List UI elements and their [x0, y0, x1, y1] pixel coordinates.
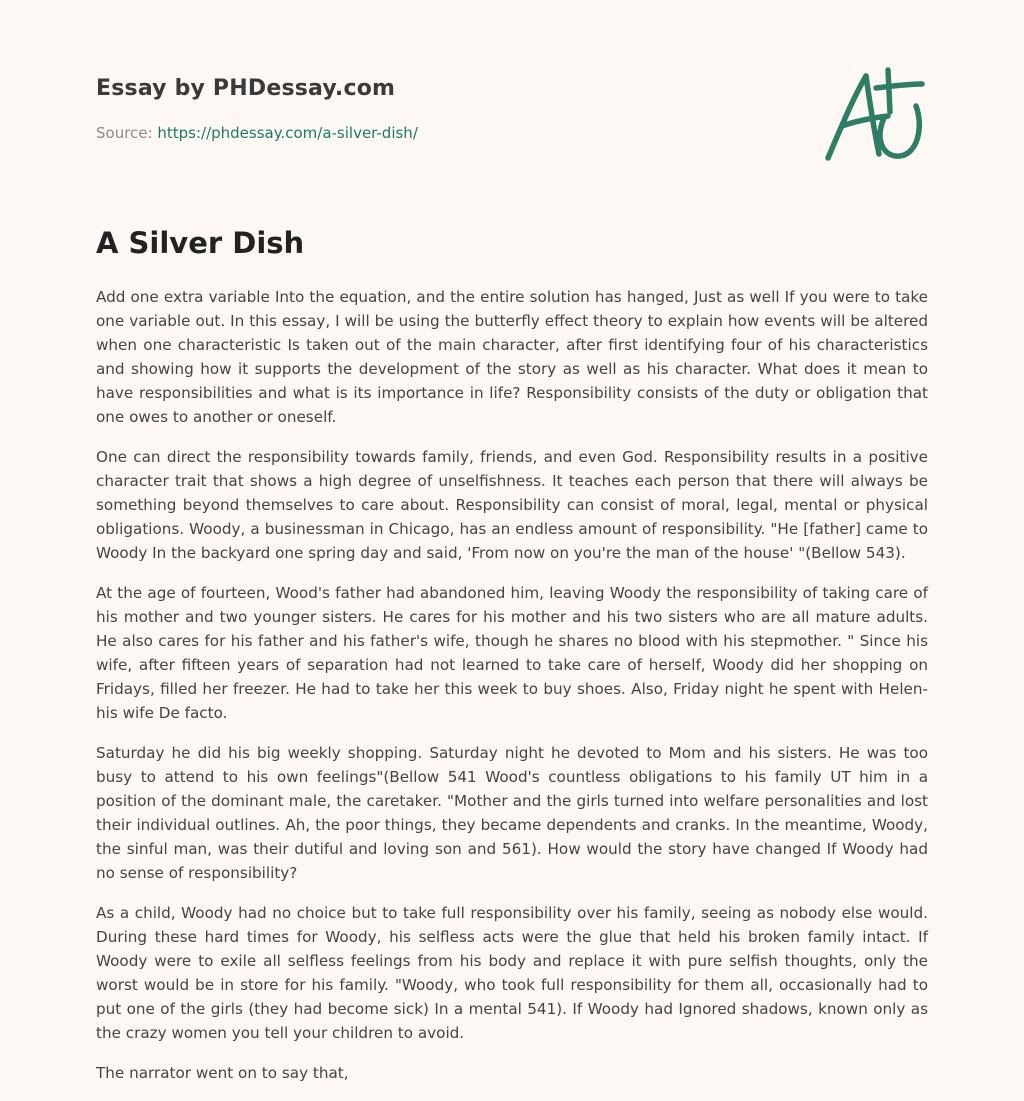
site-brand: Essay by PHDessay.com [96, 76, 396, 101]
essay-paragraph: One can direct the responsibility towards family, friends, and even God. Responsibility results in a positive character trait that shows a high degree of unselfishness. It teaches each person that there will always be something beyond themselves to care about. Responsibility can consist of moral, legal, mental or physical obligations. Woody, a businessman in Chicago, has an endless amount of responsibility. "He [father] came to Woody In the backyard one spring day and said, 'From now on you're the man of the house' "(Bellow 543). [96, 448, 928, 562]
source-label: Source: [96, 124, 153, 142]
essay-paragraph: As a child, Woody had no choice but to take full responsibility over his family, seeing as nobody else would. During these hard times for Woody, his selfless acts were the glue that held his broken family intact. If Woody were to exile all selfless feelings from his body and replace it with pure selfish thoughts, only the worst would be in store for his family. "Woody, who took full responsibility for them all, occasionally had to put one of the girls (they had become sick) In a mental 541). If Woody had Ignored shadows, known only as the crazy women you tell your children to avoid. [96, 904, 928, 1042]
essay-title: A Silver Dish [96, 226, 305, 260]
essay-paragraph: At the age of fourteen, Wood's father had abandoned him, leaving Woody the responsibility of taking care of his mother and two younger sisters. He cares for his mother and his two sisters who are all mature adults. He also cares for his father and his father's wife, though he shares no blood with his stepmother. " Since his wife, after fifteen years of separation had not learned to take care of herself, Woody did her shopping on Fridays, filled her freezer. He had to take her this week to buy shoes. Also, Friday night he spent with Helen- his wife De facto. [96, 584, 928, 722]
source-link[interactable]: https://phdessay.com/a-silver-dish/ [157, 124, 418, 142]
a-plus-grade-icon [818, 66, 934, 170]
essay-body [96, 285, 928, 1101]
source-line [96, 124, 418, 142]
essay-paragraph: The narrator went on to say that, [96, 1064, 349, 1082]
essay-paragraph: Add one extra variable Into the equation, and the entire solution has hanged, Just as well If you were to take one variable out. In this essay, I will be using the butterfly effect theory to explain how events will be altered when one characteristic Is taken out of the main character, after first identifying four of his characteristics and showing how it supports the development of the story as well as his character. What does it mean to have responsibilities and what is its importance in life? Responsibility consists of the duty or obligation that one owes to another or oneself. [96, 288, 928, 426]
essay-paragraph: Saturday he did his big weekly shopping. Saturday night he devoted to Mom and his sisters. He was too busy to attend to his own feelings"(Bellow 541 Wood's countless obligations to his family UT him in a position of the dominant male, the caretaker. "Mother and the girls turned into welfare personalities and lost their individual outlines. Ah, the poor things, they became dependents and cranks. In the meantime, Woody, the sinful man, was their dutiful and loving son and 561). How would the story have changed If Woody had no sense of responsibility? [96, 744, 928, 882]
